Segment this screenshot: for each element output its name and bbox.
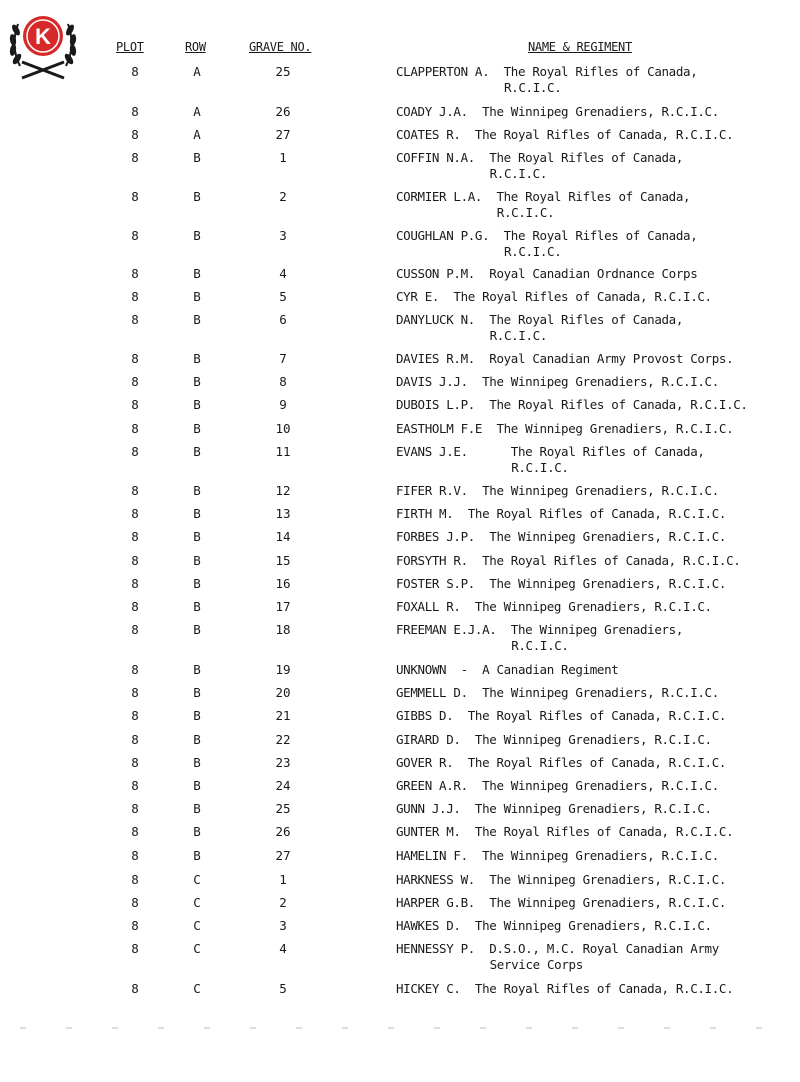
name-regiment-line: CYR E. The Royal Rifles of Canada, R.C.I.C. bbox=[396, 289, 712, 304]
name-regiment-cell bbox=[396, 778, 796, 794]
grave-number-cell: 1 bbox=[279, 150, 287, 165]
grave-number-cell: 25 bbox=[275, 64, 291, 79]
row-cell: B bbox=[193, 778, 201, 793]
row-cell: B bbox=[193, 824, 201, 839]
name-regiment-line: FORSYTH R. The Royal Rifles of Canada, R.C.I.C. bbox=[396, 553, 741, 568]
plot-cell: 8 bbox=[131, 872, 139, 887]
grave-number-cell: 4 bbox=[279, 941, 287, 956]
row-cell: B bbox=[193, 576, 201, 591]
plot-cell: 8 bbox=[131, 824, 139, 839]
grave-number-cell: 15 bbox=[275, 553, 291, 568]
row-cell: B bbox=[193, 312, 201, 327]
name-regiment-line: DANYLUCK N. The Royal Rifles of Canada, bbox=[396, 312, 684, 327]
row-cell: C bbox=[193, 895, 201, 910]
name-regiment-continuation: Service Corps bbox=[489, 957, 583, 972]
grave-number-cell: 26 bbox=[275, 104, 291, 119]
name-regiment-line: CUSSON P.M. Royal Canadian Ordnance Corps bbox=[396, 266, 698, 281]
row-cell: B bbox=[193, 801, 201, 816]
name-regiment-line: FREEMAN E.J.A. The Winnipeg Grenadiers, bbox=[396, 622, 684, 637]
name-regiment-line: DAVIS J.J. The Winnipeg Grenadiers, R.C.I.C. bbox=[396, 374, 719, 389]
row-cell: A bbox=[193, 64, 201, 79]
name-regiment-line: COFFIN N.A. The Royal Rifles of Canada, bbox=[396, 150, 684, 165]
column-header-row: ROW bbox=[185, 40, 206, 54]
name-regiment-cell bbox=[396, 150, 796, 182]
row-cell: B bbox=[193, 374, 201, 389]
plot-cell: 8 bbox=[131, 848, 139, 863]
row-cell: B bbox=[193, 444, 201, 459]
name-regiment-cell bbox=[396, 895, 796, 911]
grave-number-cell: 17 bbox=[275, 599, 291, 614]
table-row bbox=[0, 150, 800, 182]
row-cell: B bbox=[193, 483, 201, 498]
name-regiment-cell bbox=[396, 64, 796, 96]
name-regiment-continuation: R.C.I.C. bbox=[511, 460, 569, 475]
name-regiment-line: COATES R. The Royal Rifles of Canada, R.C.I.C. bbox=[396, 127, 734, 142]
plot-cell: 8 bbox=[131, 732, 139, 747]
plot-cell: 8 bbox=[131, 918, 139, 933]
table-row bbox=[0, 444, 800, 476]
grave-number-cell: 8 bbox=[279, 374, 287, 389]
grave-number-cell: 16 bbox=[275, 576, 291, 591]
row-cell: B bbox=[193, 848, 201, 863]
name-regiment-cell bbox=[396, 732, 796, 748]
plot-cell: 8 bbox=[131, 289, 139, 304]
row-cell: C bbox=[193, 941, 201, 956]
name-regiment-continuation: R.C.I.C. bbox=[489, 166, 547, 181]
name-regiment-cell bbox=[396, 848, 796, 864]
name-regiment-cell bbox=[396, 444, 796, 476]
name-regiment-continuation: R.C.I.C. bbox=[504, 244, 562, 259]
name-regiment-cell bbox=[396, 801, 796, 817]
row-cell: A bbox=[193, 127, 201, 142]
table-row bbox=[0, 189, 800, 221]
grave-number-cell: 19 bbox=[275, 662, 291, 677]
plot-cell: 8 bbox=[131, 662, 139, 677]
name-regiment-cell bbox=[396, 576, 796, 592]
name-regiment-cell bbox=[396, 289, 796, 305]
grave-number-cell: 9 bbox=[279, 397, 287, 412]
row-cell: B bbox=[193, 266, 201, 281]
name-regiment-cell bbox=[396, 127, 796, 143]
row-cell: B bbox=[193, 351, 201, 366]
grave-number-cell: 23 bbox=[275, 755, 291, 770]
grave-number-cell: 12 bbox=[275, 483, 291, 498]
row-cell: A bbox=[193, 104, 201, 119]
plot-cell: 8 bbox=[131, 755, 139, 770]
name-regiment-line: GUNTER M. The Royal Rifles of Canada, R.C.I.C. bbox=[396, 824, 734, 839]
grave-number-cell: 10 bbox=[275, 421, 291, 436]
name-regiment-line: GREEN A.R. The Winnipeg Grenadiers, R.C.I.C. bbox=[396, 778, 719, 793]
grave-number-cell: 27 bbox=[275, 127, 291, 142]
plot-cell: 8 bbox=[131, 228, 139, 243]
name-regiment-line: HARPER G.B. The Winnipeg Grenadiers, R.C.I.C. bbox=[396, 895, 727, 910]
row-cell: B bbox=[193, 529, 201, 544]
grave-number-cell: 14 bbox=[275, 529, 291, 544]
name-regiment-continuation: R.C.I.C. bbox=[489, 328, 547, 343]
name-regiment-line: FIRTH M. The Royal Rifles of Canada, R.C.I.C. bbox=[396, 506, 727, 521]
name-regiment-cell bbox=[396, 918, 796, 934]
plot-cell: 8 bbox=[131, 599, 139, 614]
name-regiment-cell bbox=[396, 312, 796, 344]
table-row bbox=[0, 64, 800, 96]
svg-text:K: K bbox=[35, 24, 51, 49]
plot-cell: 8 bbox=[131, 312, 139, 327]
scan-artifact-line bbox=[20, 1026, 790, 1030]
name-regiment-cell bbox=[396, 981, 796, 997]
name-regiment-cell bbox=[396, 506, 796, 522]
plot-cell: 8 bbox=[131, 483, 139, 498]
table-row bbox=[0, 312, 800, 344]
row-cell: B bbox=[193, 732, 201, 747]
name-regiment-line: FORBES J.P. The Winnipeg Grenadiers, R.C.I.C. bbox=[396, 529, 727, 544]
grave-number-cell: 5 bbox=[279, 981, 287, 996]
plot-cell: 8 bbox=[131, 685, 139, 700]
plot-cell: 8 bbox=[131, 397, 139, 412]
plot-cell: 8 bbox=[131, 351, 139, 366]
plot-cell: 8 bbox=[131, 506, 139, 521]
name-regiment-line: FOSTER S.P. The Winnipeg Grenadiers, R.C.I.C. bbox=[396, 576, 727, 591]
row-cell: B bbox=[193, 662, 201, 677]
row-cell: C bbox=[193, 872, 201, 887]
name-regiment-line: HICKEY C. The Royal Rifles of Canada, R.C.I.C. bbox=[396, 981, 734, 996]
name-regiment-line: FIFER R.V. The Winnipeg Grenadiers, R.C.I.C. bbox=[396, 483, 719, 498]
name-regiment-line: HAWKES D. The Winnipeg Grenadiers, R.C.I.C. bbox=[396, 918, 712, 933]
table-row bbox=[0, 622, 800, 654]
name-regiment-line: GIRARD D. The Winnipeg Grenadiers, R.C.I.C. bbox=[396, 732, 712, 747]
plot-cell: 8 bbox=[131, 189, 139, 204]
plot-cell: 8 bbox=[131, 576, 139, 591]
name-regiment-cell bbox=[396, 599, 796, 615]
name-regiment-line: CLAPPERTON A. The Royal Rifles of Canada, bbox=[396, 64, 698, 79]
name-regiment-line: GEMMELL D. The Winnipeg Grenadiers, R.C.I.C. bbox=[396, 685, 719, 700]
table-row bbox=[0, 981, 800, 1013]
name-regiment-cell bbox=[396, 266, 796, 282]
name-regiment-continuation: R.C.I.C. bbox=[504, 80, 562, 95]
grave-number-cell: 3 bbox=[279, 228, 287, 243]
name-regiment-line: GOVER R. The Royal Rifles of Canada, R.C.I.C. bbox=[396, 755, 727, 770]
row-cell: B bbox=[193, 228, 201, 243]
plot-cell: 8 bbox=[131, 127, 139, 142]
name-regiment-line: EVANS J.E. The Royal Rifles of Canada, bbox=[396, 444, 705, 459]
grave-number-cell: 11 bbox=[275, 444, 291, 459]
row-cell: C bbox=[193, 981, 201, 996]
row-cell: B bbox=[193, 506, 201, 521]
plot-cell: 8 bbox=[131, 64, 139, 79]
name-regiment-line: UNKNOWN - A Canadian Regiment bbox=[396, 662, 619, 677]
plot-cell: 8 bbox=[131, 421, 139, 436]
row-cell: B bbox=[193, 189, 201, 204]
table-row bbox=[0, 228, 800, 260]
grave-number-cell: 22 bbox=[275, 732, 291, 747]
name-regiment-cell bbox=[396, 685, 796, 701]
grave-number-cell: 21 bbox=[275, 708, 291, 723]
name-regiment-line: COADY J.A. The Winnipeg Grenadiers, R.C.I.C. bbox=[396, 104, 719, 119]
grave-number-cell: 1 bbox=[279, 872, 287, 887]
plot-cell: 8 bbox=[131, 981, 139, 996]
grave-number-cell: 3 bbox=[279, 918, 287, 933]
name-regiment-cell bbox=[396, 622, 796, 654]
name-regiment-line: CORMIER L.A. The Royal Rifles of Canada, bbox=[396, 189, 691, 204]
column-header-plot: PLOT bbox=[116, 40, 144, 54]
name-regiment-cell bbox=[396, 662, 796, 678]
plot-cell: 8 bbox=[131, 941, 139, 956]
row-cell: B bbox=[193, 421, 201, 436]
row-cell: C bbox=[193, 918, 201, 933]
name-regiment-line: DUBOIS L.P. The Royal Rifles of Canada, R.C.I.C. bbox=[396, 397, 748, 412]
name-regiment-cell bbox=[396, 397, 796, 413]
grave-number-cell: 2 bbox=[279, 895, 287, 910]
name-regiment-cell bbox=[396, 941, 796, 973]
column-header-name-regiment: NAME & REGIMENT bbox=[528, 40, 632, 54]
plot-cell: 8 bbox=[131, 622, 139, 637]
grave-number-cell: 7 bbox=[279, 351, 287, 366]
name-regiment-cell bbox=[396, 553, 796, 569]
grave-number-cell: 26 bbox=[275, 824, 291, 839]
name-regiment-cell bbox=[396, 755, 796, 771]
grave-number-cell: 13 bbox=[275, 506, 291, 521]
name-regiment-cell bbox=[396, 708, 796, 724]
row-cell: B bbox=[193, 599, 201, 614]
name-regiment-line: HARKNESS W. The Winnipeg Grenadiers, R.C.I.C. bbox=[396, 872, 727, 887]
name-regiment-cell bbox=[396, 529, 796, 545]
grave-number-cell: 4 bbox=[279, 266, 287, 281]
column-header-grave-no: GRAVE NO. bbox=[249, 40, 312, 54]
name-regiment-line: COUGHLAN P.G. The Royal Rifles of Canada, bbox=[396, 228, 698, 243]
name-regiment-line: DAVIES R.M. Royal Canadian Army Provost Corps. bbox=[396, 351, 734, 366]
grave-number-cell: 5 bbox=[279, 289, 287, 304]
name-regiment-line: GUNN J.J. The Winnipeg Grenadiers, R.C.I.C. bbox=[396, 801, 712, 816]
name-regiment-cell bbox=[396, 228, 796, 260]
name-regiment-cell bbox=[396, 104, 796, 120]
grave-number-cell: 20 bbox=[275, 685, 291, 700]
name-regiment-cell bbox=[396, 421, 796, 437]
name-regiment-cell bbox=[396, 824, 796, 840]
plot-cell: 8 bbox=[131, 104, 139, 119]
name-regiment-line: HENNESSY P. D.S.O., M.C. Royal Canadian Army bbox=[396, 941, 719, 956]
plot-cell: 8 bbox=[131, 266, 139, 281]
plot-cell: 8 bbox=[131, 529, 139, 544]
name-regiment-cell bbox=[396, 872, 796, 888]
row-cell: B bbox=[193, 397, 201, 412]
row-cell: B bbox=[193, 622, 201, 637]
grave-number-cell: 25 bbox=[275, 801, 291, 816]
row-cell: B bbox=[193, 685, 201, 700]
plot-cell: 8 bbox=[131, 150, 139, 165]
grave-number-cell: 24 bbox=[275, 778, 291, 793]
plot-cell: 8 bbox=[131, 553, 139, 568]
row-cell: B bbox=[193, 150, 201, 165]
grave-number-cell: 18 bbox=[275, 622, 291, 637]
name-regiment-continuation: R.C.I.C. bbox=[511, 638, 569, 653]
name-regiment-line: EASTHOLM F.E The Winnipeg Grenadiers, R.C.I.C. bbox=[396, 421, 734, 436]
plot-cell: 8 bbox=[131, 895, 139, 910]
name-regiment-cell bbox=[396, 351, 796, 367]
plot-cell: 8 bbox=[131, 708, 139, 723]
name-regiment-line: HAMELIN F. The Winnipeg Grenadiers, R.C.I.C. bbox=[396, 848, 719, 863]
row-cell: B bbox=[193, 289, 201, 304]
row-cell: B bbox=[193, 708, 201, 723]
grave-number-cell: 27 bbox=[275, 848, 291, 863]
name-regiment-cell bbox=[396, 483, 796, 499]
plot-cell: 8 bbox=[131, 374, 139, 389]
grave-number-cell: 6 bbox=[279, 312, 287, 327]
name-regiment-cell bbox=[396, 374, 796, 390]
row-cell: B bbox=[193, 553, 201, 568]
plot-cell: 8 bbox=[131, 801, 139, 816]
plot-cell: 8 bbox=[131, 444, 139, 459]
name-regiment-line: FOXALL R. The Winnipeg Grenadiers, R.C.I.C. bbox=[396, 599, 712, 614]
row-cell: B bbox=[193, 755, 201, 770]
name-regiment-line: GIBBS D. The Royal Rifles of Canada, R.C.I.C. bbox=[396, 708, 727, 723]
table-row bbox=[0, 941, 800, 973]
name-regiment-cell bbox=[396, 189, 796, 221]
grave-number-cell: 2 bbox=[279, 189, 287, 204]
name-regiment-continuation: R.C.I.C. bbox=[496, 205, 555, 220]
plot-cell: 8 bbox=[131, 778, 139, 793]
